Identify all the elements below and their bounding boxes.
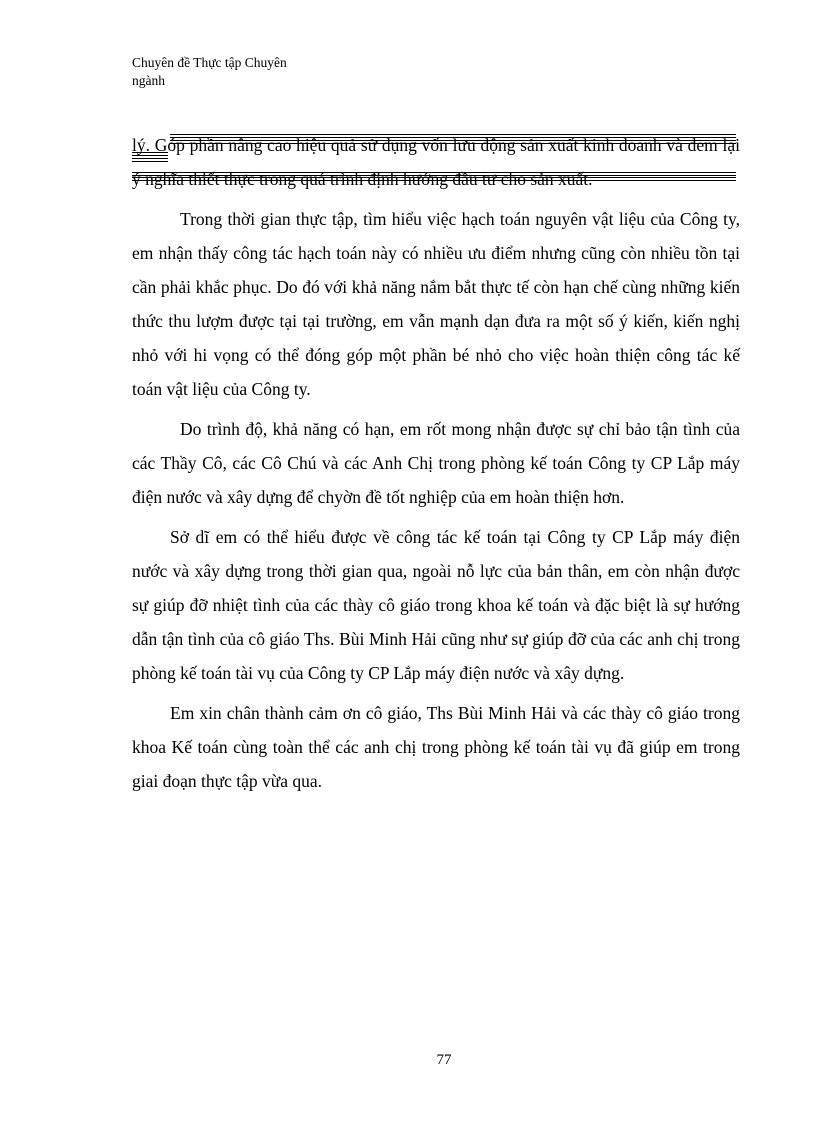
paragraph: Do trình độ, khả năng có hạn, em rốt mong nhận được sự chỉ bảo tận tình của các Thầy Cô, các Cô Chú và các Anh Chị trong phòng kế toán Công ty CP Lắp máy điện nước và xây dựng để chyờn đề tốt nghiệp của em hoàn thiện hơn. xyxy=(132,419,740,507)
document-body xyxy=(132,128,740,798)
paragraph: Sở dĩ em có thể hiểu được về công tác kế toán tại Công ty CP Lắp máy điện nước và xây dựng trong thời gian qua, ngoài nỗ lực của bản thân, em còn nhận được sự giúp đỡ nhiệt tình của các thày cô giáo trong khoa kế toán và đặc biệt là sự hướng dẫn tận tình của cô giáo Ths. Bùi Minh Hải cũng như sự giúp đỡ của các anh chị trong phòng kế toán tài vụ của Công ty CP Lắp máy điện nước và xây dựng. xyxy=(132,527,740,683)
paragraph: Em xin chân thành cảm ơn cô giáo, Ths Bùi Minh Hải và các thày cô giáo trong khoa Kế toán cùng toàn thể các anh chị trong phòng kế toán tài vụ đã giúp em trong giai đoạn thực tập vừa qua. xyxy=(132,703,740,791)
page-number: 77 xyxy=(436,1052,452,1068)
header-title: Chuyên đề Thực tập Chuyên xyxy=(132,55,287,70)
running-header xyxy=(132,54,736,124)
header-subtitle: ngành xyxy=(132,73,165,88)
paragraph: lý. Góp phần nâng cao hiệu quả sử dụng vốn lưu động sản xuất kinh doanh và đem lại ý nghĩa thiết thực trong quá trình định hướng đầu tư cho sản xuất. xyxy=(132,135,740,189)
paragraph: Trong thời gian thực tập, tìm hiểu việc hạch toán nguyên vật liệu của Công ty, em nhận thấy công tác hạch toán này có nhiều ưu điểm nhưng cũng còn nhiều tồn tại cần phải khắc phục. Do đó với khả năng nắm bắt thực tế còn hạn chế cùng những kiến thức thu lượm được tại tại trường, em vẫn mạnh dạn đưa ra một số ý kiến, kiến nghị nhỏ với hi vọng có thể đóng góp một phần bé nhỏ cho việc hoàn thiện công tác kế toán vật liệu của Công ty. xyxy=(132,209,740,399)
